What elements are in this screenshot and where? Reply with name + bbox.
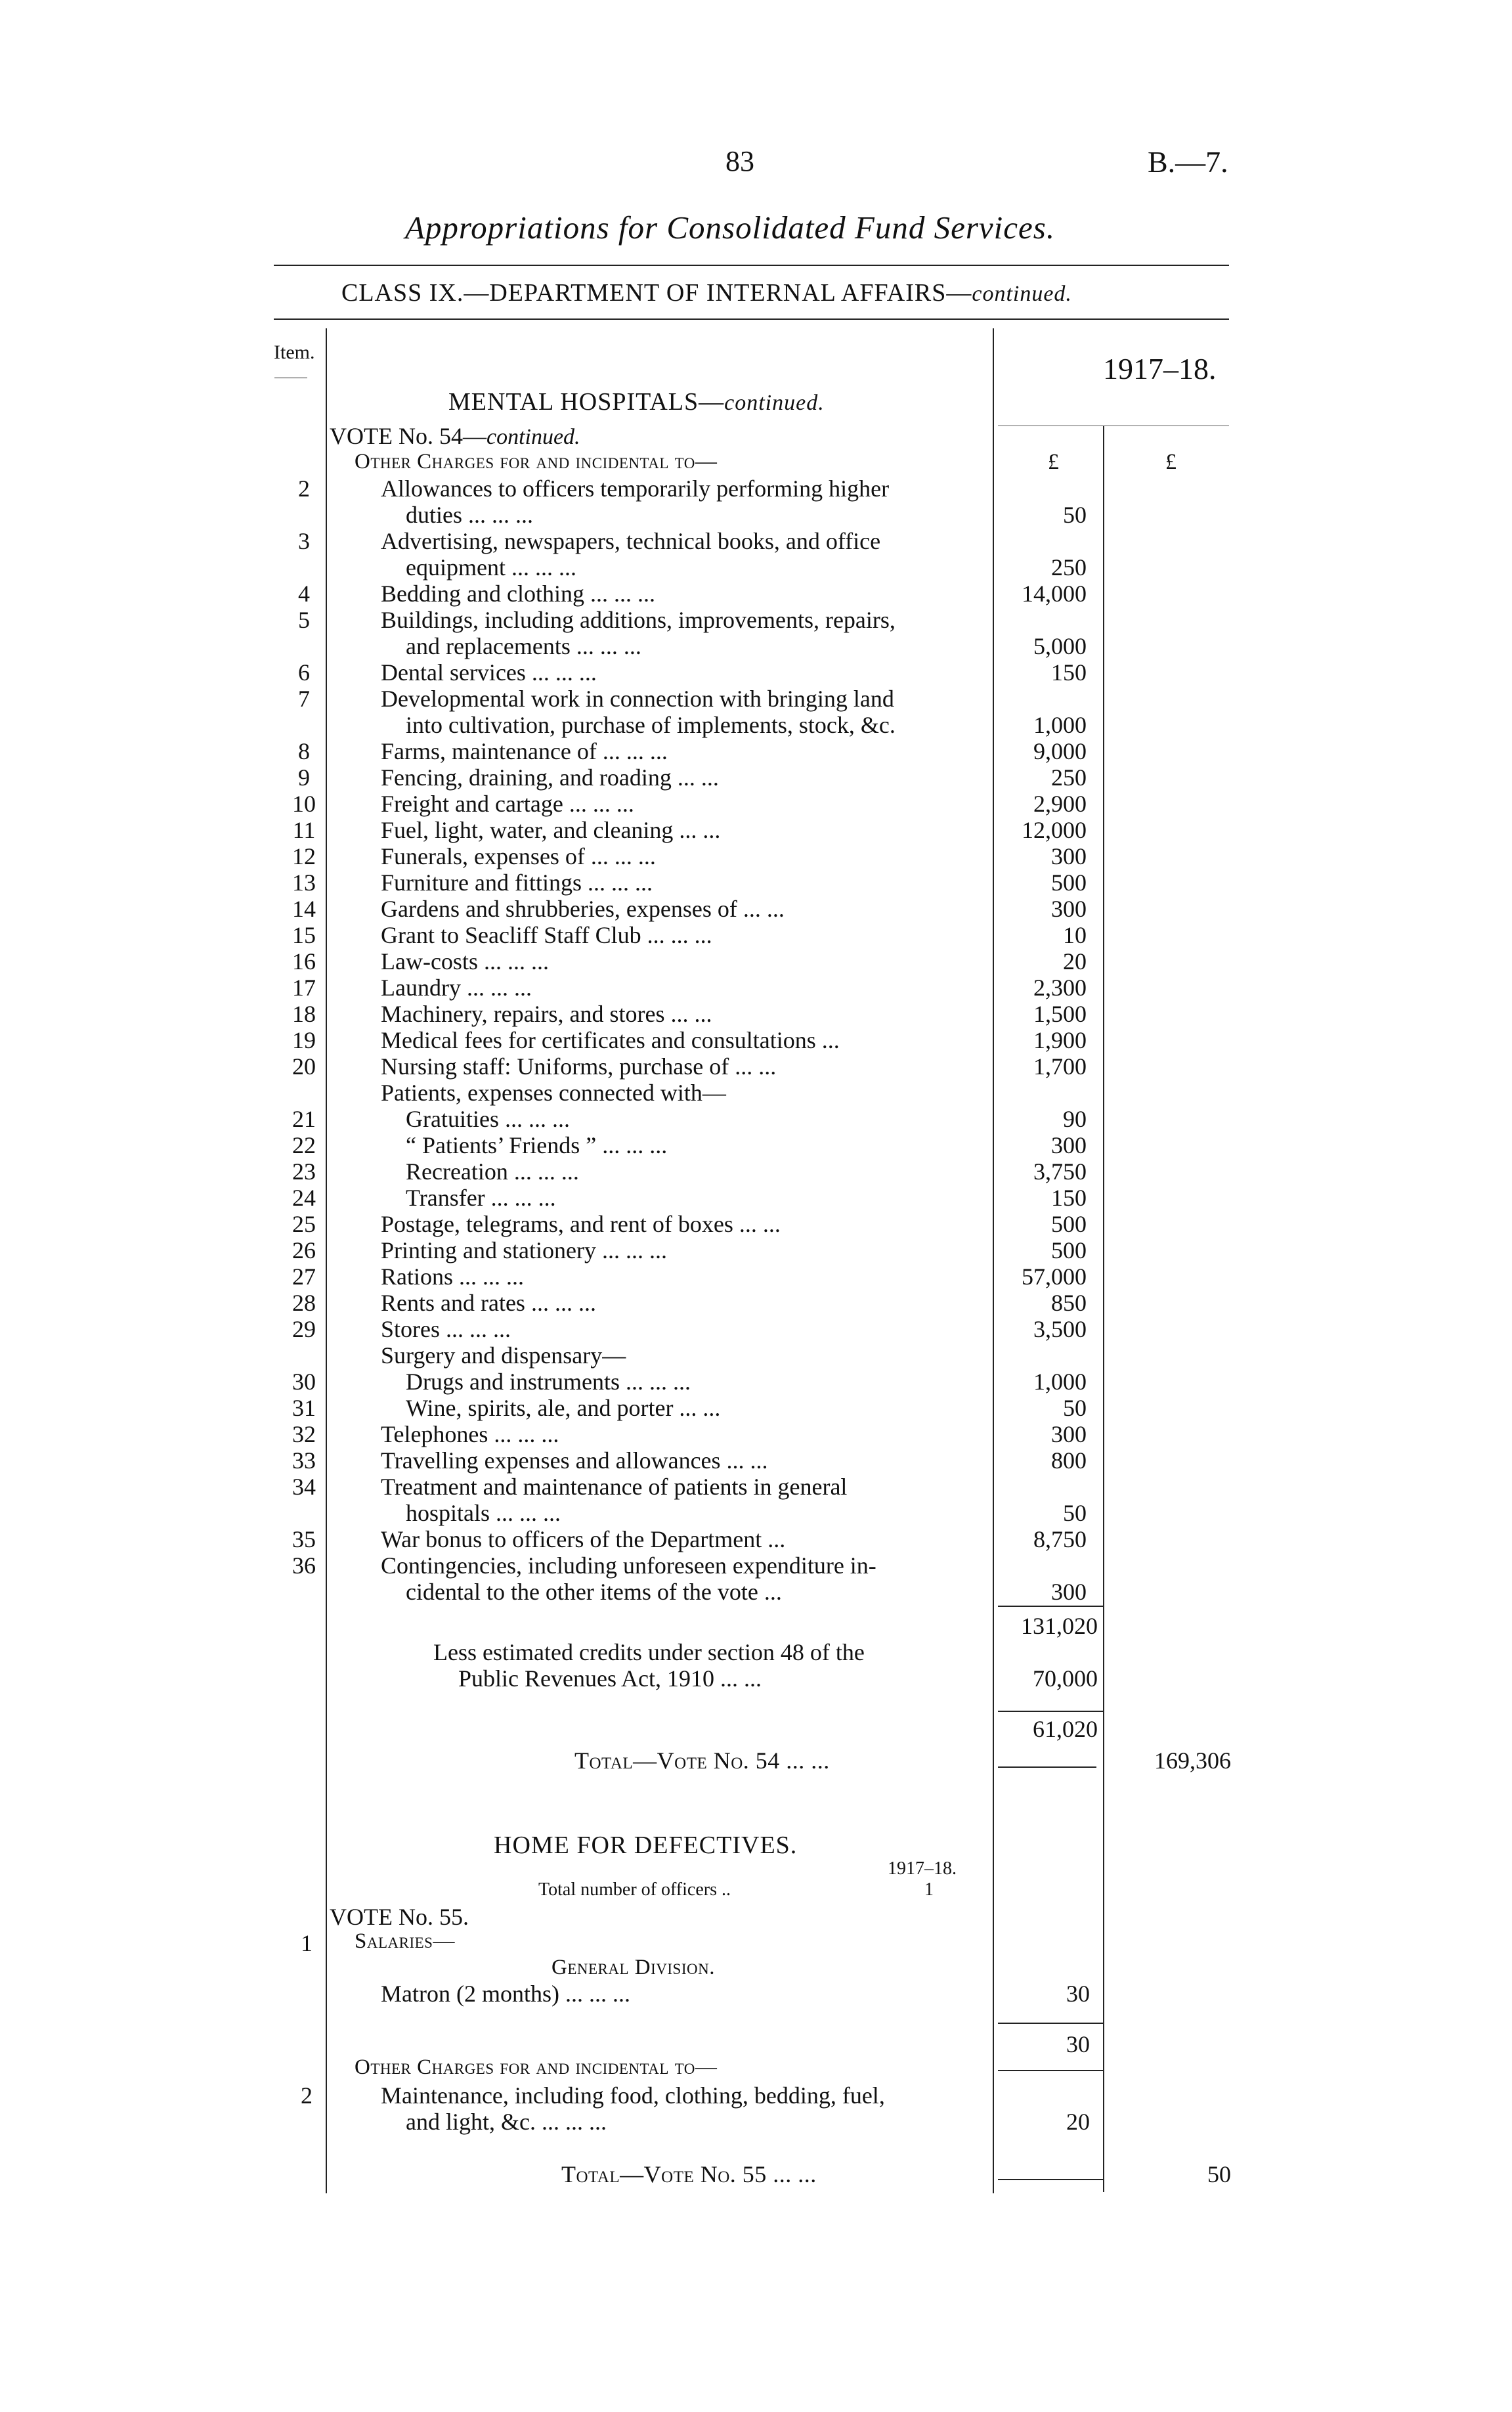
item-number: 5 xyxy=(298,607,310,633)
item-row xyxy=(0,1395,1512,1421)
item-description: Law-costs ... ... ... xyxy=(381,948,549,975)
item-row xyxy=(0,843,1512,869)
item-amount: 800 xyxy=(1051,1447,1087,1474)
item-row xyxy=(0,528,1512,554)
less-credits-line1: Less estimated credits under section 48 of the xyxy=(433,1639,865,1665)
item-row xyxy=(0,1526,1512,1552)
item-row xyxy=(0,1001,1512,1027)
less-credits-amount: 70,000 xyxy=(1033,1665,1098,1692)
item-row xyxy=(0,1106,1512,1132)
item-description: Medical fees for certificates and consultations ... xyxy=(381,1027,840,1053)
defectives-year: 1917–18. xyxy=(888,1858,957,1879)
item-description: Rents and rates ... ... ... xyxy=(381,1290,596,1316)
item-amount: 500 xyxy=(1051,1211,1087,1237)
vote-55-heading: VOTE No. 55. xyxy=(330,1904,469,1930)
total-55-rule xyxy=(998,2179,1103,2180)
item-description: Dental services ... ... ... xyxy=(381,659,597,686)
item-number: 17 xyxy=(292,975,316,1001)
vote-55-total-label: Total—Vote No. 55 ... ... xyxy=(561,2161,817,2187)
item-number: 13 xyxy=(292,869,316,896)
item-description: Gardens and shrubberies, expenses of ... ... xyxy=(381,896,785,922)
item-description: Patients, expenses connected with— xyxy=(381,1080,726,1106)
item-amount: 150 xyxy=(1051,1185,1087,1211)
item-description: Wine, spirits, ale, and porter ... ... xyxy=(406,1395,721,1421)
matron-amount: 30 xyxy=(1066,1981,1090,2007)
vote-54-total-amount: 169,306 xyxy=(1154,1747,1231,1774)
item-number: 35 xyxy=(292,1526,316,1552)
salaries-total-amount: 30 xyxy=(1066,2031,1090,2057)
maintenance-line1: Maintenance, including food, clothing, bedding, fuel, xyxy=(381,2082,885,2109)
item-row xyxy=(0,1237,1512,1263)
item-description: Buildings, including additions, improvements, repairs, xyxy=(381,607,896,633)
item-amount: 300 xyxy=(1051,1421,1087,1447)
item-number: 3 xyxy=(298,528,310,554)
general-division-heading: General Division. xyxy=(551,1956,715,1979)
vote-55-total-amount: 50 xyxy=(1207,2161,1231,2187)
item-amount: 3,750 xyxy=(1033,1158,1087,1185)
item-amount: 5,000 xyxy=(1033,633,1087,659)
item-description: Telephones ... ... ... xyxy=(381,1421,559,1447)
item-number: 36 xyxy=(292,1552,316,1579)
item-description: Furniture and fittings ... ... ... xyxy=(381,869,653,896)
item-row xyxy=(0,1316,1512,1342)
matron-line: Matron (2 months) ... ... ... xyxy=(381,1981,630,2007)
other-charges-heading: Other Charges for and incidental to— xyxy=(355,450,718,473)
item-row xyxy=(0,817,1512,843)
item-number: 28 xyxy=(292,1290,316,1316)
item-description: Contingencies, including unforeseen expenditure in- xyxy=(381,1552,876,1579)
year-heading: 1917–18. xyxy=(1103,352,1217,385)
item-amount: 500 xyxy=(1051,1237,1087,1263)
item-description: Developmental work in connection with bringing land xyxy=(381,686,894,712)
charges-rule xyxy=(998,2070,1103,2071)
item-row xyxy=(0,764,1512,791)
item-row xyxy=(0,607,1512,633)
item-description: and replacements ... ... ... xyxy=(406,633,641,659)
item-row xyxy=(0,659,1512,686)
class-heading: CLASS IX.—DEPARTMENT OF INTERNAL AFFAIRS—continued. xyxy=(341,279,1072,307)
item-number: 29 xyxy=(292,1316,316,1342)
item-row xyxy=(0,791,1512,817)
item-number: 2 xyxy=(298,475,310,502)
item-amount: 500 xyxy=(1051,869,1087,896)
less-credits-line2: Public Revenues Act, 1910 ... ... xyxy=(458,1665,762,1692)
total-54-rule xyxy=(998,1766,1096,1768)
item-row xyxy=(0,1263,1512,1290)
item-number: 12 xyxy=(292,843,316,869)
item-number: 14 xyxy=(292,896,316,922)
item-description: into cultivation, purchase of implements, stock, &c. xyxy=(406,712,896,738)
item-amount: 1,700 xyxy=(1033,1053,1087,1080)
item-amount: 57,000 xyxy=(1022,1263,1087,1290)
item-description: Grant to Seacliff Staff Club ... ... ... xyxy=(381,922,712,948)
item-description: Recreation ... ... ... xyxy=(406,1158,579,1185)
item-amount: 8,750 xyxy=(1033,1526,1087,1552)
item-number: 34 xyxy=(292,1474,316,1500)
item-row xyxy=(0,581,1512,607)
item-amount: 850 xyxy=(1051,1290,1087,1316)
subtotal-rule xyxy=(998,1606,1103,1607)
item-row xyxy=(0,1185,1512,1211)
item-row xyxy=(0,1474,1512,1500)
item-column-label: Item. xyxy=(274,341,315,363)
item-number: 18 xyxy=(292,1001,316,1027)
vote-54-heading: VOTE No. 54—continued. xyxy=(330,423,580,449)
item-row xyxy=(0,502,1512,528)
item-number: 8 xyxy=(298,738,310,764)
item-row xyxy=(0,1211,1512,1237)
item-description: Gratuities ... ... ... xyxy=(406,1106,570,1132)
item-amount: 14,000 xyxy=(1022,581,1087,607)
item-number: 27 xyxy=(292,1263,316,1290)
item-amount: 250 xyxy=(1051,554,1087,581)
page-number: 83 xyxy=(725,145,754,177)
item-row xyxy=(0,1132,1512,1158)
item-description: cidental to the other items of the vote ... xyxy=(406,1579,782,1605)
net-amount: 61,020 xyxy=(1033,1716,1098,1742)
item-amount: 2,900 xyxy=(1033,791,1087,817)
item-description: Stores ... ... ... xyxy=(381,1316,511,1342)
item-amount: 90 xyxy=(1063,1106,1087,1132)
class-rule xyxy=(274,318,1229,320)
item-description: Surgery and dispensary— xyxy=(381,1342,626,1369)
item-description: Printing and stationery ... ... ... xyxy=(381,1237,667,1263)
item-row xyxy=(0,896,1512,922)
item-amount: 1,900 xyxy=(1033,1027,1087,1053)
pound-sign-left: £ xyxy=(1048,450,1059,474)
item-amount: 2,300 xyxy=(1033,975,1087,1001)
item-row xyxy=(0,1158,1512,1185)
item-description: duties ... ... ... xyxy=(406,502,533,528)
item-row xyxy=(0,1552,1512,1579)
item-description: “ Patients’ Friends ” ... ... ... xyxy=(406,1132,668,1158)
item-amount: 1,000 xyxy=(1033,1369,1087,1395)
item-number: 32 xyxy=(292,1421,316,1447)
net-rule xyxy=(998,1711,1103,1712)
item-2-number: 2 xyxy=(301,2082,313,2109)
item-number: 22 xyxy=(292,1132,316,1158)
item-number: 19 xyxy=(292,1027,316,1053)
item-amount: 1,500 xyxy=(1033,1001,1087,1027)
pound-sign-right: £ xyxy=(1165,450,1177,474)
item-number: 9 xyxy=(298,764,310,791)
section-title-home-for-defectives: HOME FOR DEFECTIVES. xyxy=(494,1831,798,1859)
item-row xyxy=(0,869,1512,896)
item-description: Advertising, newspapers, technical books, and office xyxy=(381,528,881,554)
item-row xyxy=(0,633,1512,659)
item-amount: 300 xyxy=(1051,843,1087,869)
section-title-mental-hospitals: MENTAL HOSPITALS—continued. xyxy=(448,388,825,416)
item-description: Machinery, repairs, and stores ... ... xyxy=(381,1001,712,1027)
item-amount: 250 xyxy=(1051,764,1087,791)
item-description: Fuel, light, water, and cleaning ... ... xyxy=(381,817,721,843)
item-description: War bonus to officers of the Department ... xyxy=(381,1526,786,1552)
item-number: 15 xyxy=(292,922,316,948)
item-amount: 9,000 xyxy=(1033,738,1087,764)
item-row xyxy=(0,712,1512,738)
item-amount: 300 xyxy=(1051,1132,1087,1158)
item-number: 20 xyxy=(292,1053,316,1080)
item-number: 16 xyxy=(292,948,316,975)
item-amount: 300 xyxy=(1051,896,1087,922)
defectives-other-charges-heading: Other Charges for and incidental to— xyxy=(355,2055,718,2079)
item-number: 10 xyxy=(292,791,316,817)
subtotal-amount: 131,020 xyxy=(1021,1613,1098,1639)
item-row xyxy=(0,1027,1512,1053)
item-row xyxy=(0,1369,1512,1395)
item-description: Allowances to officers temporarily performing higher xyxy=(381,475,890,502)
item-amount: 3,500 xyxy=(1033,1316,1087,1342)
item-description: hospitals ... ... ... xyxy=(406,1500,561,1526)
item-description: Transfer ... ... ... xyxy=(406,1185,556,1211)
item-amount: 150 xyxy=(1051,659,1087,686)
page-title: Appropriations for Consolidated Fund Services. xyxy=(405,209,1056,246)
item-amount: 1,000 xyxy=(1033,712,1087,738)
item-row xyxy=(0,738,1512,764)
document-reference: B.—7. xyxy=(1148,145,1228,179)
item-row xyxy=(0,922,1512,948)
item-description: Treatment and maintenance of patients in general xyxy=(381,1474,848,1500)
item-number: 4 xyxy=(298,581,310,607)
item-description: Nursing staff: Uniforms, purchase of ... ... xyxy=(381,1053,777,1080)
item-number: 30 xyxy=(292,1369,316,1395)
item-description: Bedding and clothing ... ... ... xyxy=(381,581,655,607)
item-number: 33 xyxy=(292,1447,316,1474)
item-row xyxy=(0,948,1512,975)
item-description: Rations ... ... ... xyxy=(381,1263,525,1290)
maintenance-line2: and light, &c. ... ... ... xyxy=(406,2109,607,2135)
item-description: Freight and cartage ... ... ... xyxy=(381,791,634,817)
item-amount: 12,000 xyxy=(1022,817,1087,843)
item-number: 6 xyxy=(298,659,310,686)
item-number: 25 xyxy=(292,1211,316,1237)
item-row xyxy=(0,1579,1512,1605)
item-description: Funerals, expenses of ... ... ... xyxy=(381,843,656,869)
item-row xyxy=(0,554,1512,581)
item-number: 24 xyxy=(292,1185,316,1211)
item-description: Fencing, draining, and roading ... ... xyxy=(381,764,719,791)
item-amount: 50 xyxy=(1063,502,1087,528)
item-amount: 50 xyxy=(1063,1500,1087,1526)
item-number: 11 xyxy=(292,817,316,843)
item-amount: 20 xyxy=(1063,948,1087,975)
salaries-heading: Salaries— xyxy=(355,1929,455,1953)
item-amount: 300 xyxy=(1051,1579,1087,1605)
item-row xyxy=(0,1342,1512,1369)
item-row xyxy=(0,1053,1512,1080)
item-description: Travelling expenses and allowances ... ... xyxy=(381,1447,768,1474)
item-description: Farms, maintenance of ... ... ... xyxy=(381,738,668,764)
item-description: Postage, telegrams, and rent of boxes ... ... xyxy=(381,1211,781,1237)
item-number: 7 xyxy=(298,686,310,712)
officers-label: Total number of officers .. xyxy=(538,1879,731,1900)
salaries-total-rule xyxy=(998,2023,1103,2024)
item-description: Drugs and instruments ... ... ... xyxy=(406,1369,691,1395)
item-row xyxy=(0,1447,1512,1474)
maintenance-amount: 20 xyxy=(1066,2109,1090,2135)
item-amount: 10 xyxy=(1063,922,1087,948)
item-number: 23 xyxy=(292,1158,316,1185)
item-description: equipment ... ... ... xyxy=(406,554,576,581)
officers-count: 1 xyxy=(924,1879,934,1900)
title-rule xyxy=(274,265,1229,266)
item-row xyxy=(0,1290,1512,1316)
item-description: Laundry ... ... ... xyxy=(381,975,532,1001)
item-number: 31 xyxy=(292,1395,316,1421)
item-amount: 50 xyxy=(1063,1395,1087,1421)
item-row xyxy=(0,1421,1512,1447)
item-number: 21 xyxy=(292,1106,316,1132)
item-row xyxy=(0,686,1512,712)
item-1-number: 1 xyxy=(301,1930,313,1956)
item-row xyxy=(0,1080,1512,1106)
vote-54-total-label: Total—Vote No. 54 ... ... xyxy=(574,1747,830,1774)
item-row xyxy=(0,1500,1512,1526)
item-row xyxy=(0,975,1512,1001)
item-number: 26 xyxy=(292,1237,316,1263)
item-row xyxy=(0,475,1512,502)
